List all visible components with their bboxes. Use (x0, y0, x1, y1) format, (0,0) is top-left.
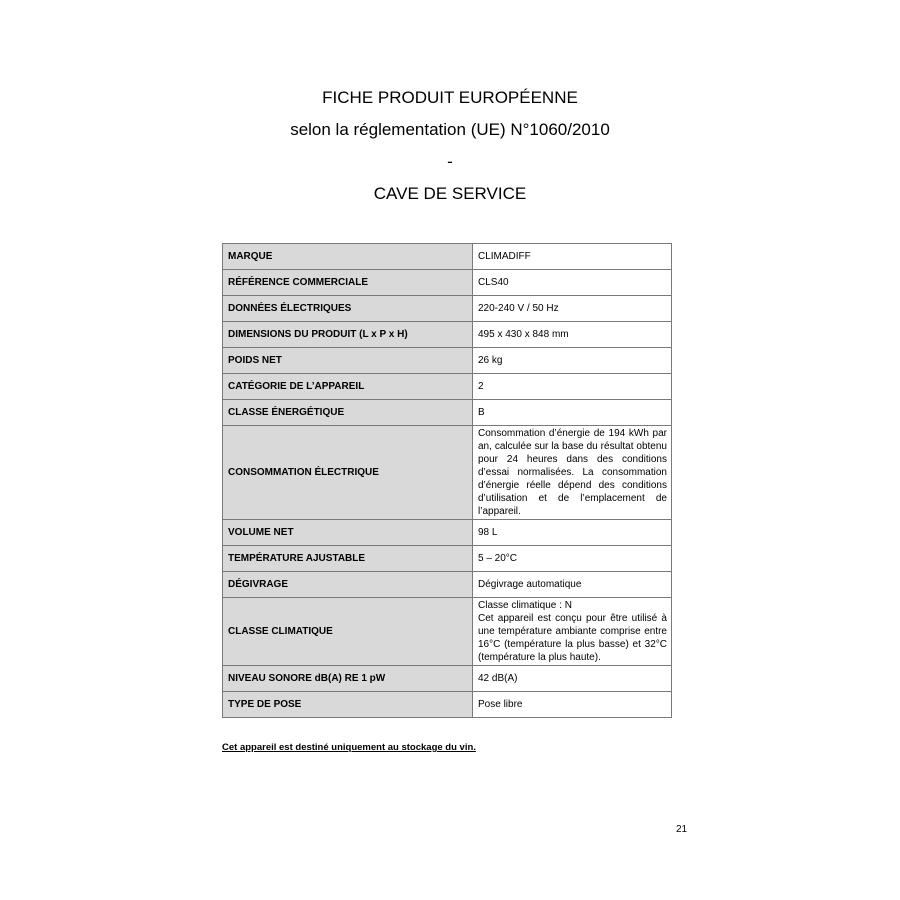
climate-class-description: Cet appareil est conçu pour être utilisé à une température ambiante comprise entre 16°C (température la plus basse) et 32°C (température la plus haute). (478, 613, 667, 663)
table-row (223, 520, 672, 546)
row-value: Consommation d’énergie de 194 kWh par an, calculée sur la base du résultat obtenu pour 24 heures dans des conditions d’essai normalisées. La consommation d’énergie réelle dépend des conditions d’utilisation et de l’emplacement de l’appareil. (473, 426, 672, 520)
row-value: B (473, 400, 672, 426)
row-label: CLASSE ÉNERGÉTIQUE (223, 400, 473, 426)
row-value: 2 (473, 374, 672, 400)
row-label: CONSOMMATION ÉLECTRIQUE (223, 426, 473, 520)
row-value (473, 598, 672, 666)
regulation-line: selon la réglementation (UE) N°1060/2010 (290, 120, 610, 139)
table-row (223, 296, 672, 322)
row-value: 98 L (473, 520, 672, 546)
table-row (223, 270, 672, 296)
table-row (223, 692, 672, 718)
product-spec-table (222, 243, 672, 718)
row-value: 495 x 430 x 848 mm (473, 322, 672, 348)
row-label: CLASSE CLIMATIQUE (223, 598, 473, 666)
table-row (223, 598, 672, 666)
row-label: DÉGIVRAGE (223, 572, 473, 598)
row-label: RÉFÉRENCE COMMERCIALE (223, 270, 473, 296)
page-number: 21 (676, 824, 688, 835)
usage-note: Cet appareil est destiné uniquement au stockage du vin. (222, 742, 476, 753)
row-value: Pose libre (473, 692, 672, 718)
title-separator: - (447, 152, 453, 171)
table-row (223, 374, 672, 400)
table-row (223, 322, 672, 348)
row-label: TYPE DE POSE (223, 692, 473, 718)
climate-class-line: Classe climatique : N (478, 600, 572, 611)
row-value: 5 – 20°C (473, 546, 672, 572)
row-label: POIDS NET (223, 348, 473, 374)
row-value: 42 dB(A) (473, 666, 672, 692)
page-subtitle: CAVE DE SERVICE (373, 184, 527, 203)
page-title: FICHE PRODUIT EUROPÉENNE (322, 88, 578, 107)
row-label: DIMENSIONS DU PRODUIT (L x P x H) (223, 322, 473, 348)
table-row (223, 348, 672, 374)
row-value: Dégivrage automatique (473, 572, 672, 598)
table-row (223, 426, 672, 520)
table-row (223, 572, 672, 598)
table-row (223, 546, 672, 572)
table-row (223, 244, 672, 270)
row-label: NIVEAU SONORE dB(A) RE 1 pW (223, 666, 473, 692)
row-label: TEMPÉRATURE AJUSTABLE (223, 546, 473, 572)
row-label: DONNÉES ÉLECTRIQUES (223, 296, 473, 322)
table-row (223, 400, 672, 426)
row-value: CLIMADIFF (473, 244, 672, 270)
row-label: MARQUE (223, 244, 473, 270)
row-label: CATÉGORIE DE L’APPAREIL (223, 374, 473, 400)
row-value: 220-240 V / 50 Hz (473, 296, 672, 322)
table-row (223, 666, 672, 692)
row-value: CLS40 (473, 270, 672, 296)
row-label: VOLUME NET (223, 520, 473, 546)
row-value: 26 kg (473, 348, 672, 374)
title-block (0, 82, 900, 210)
